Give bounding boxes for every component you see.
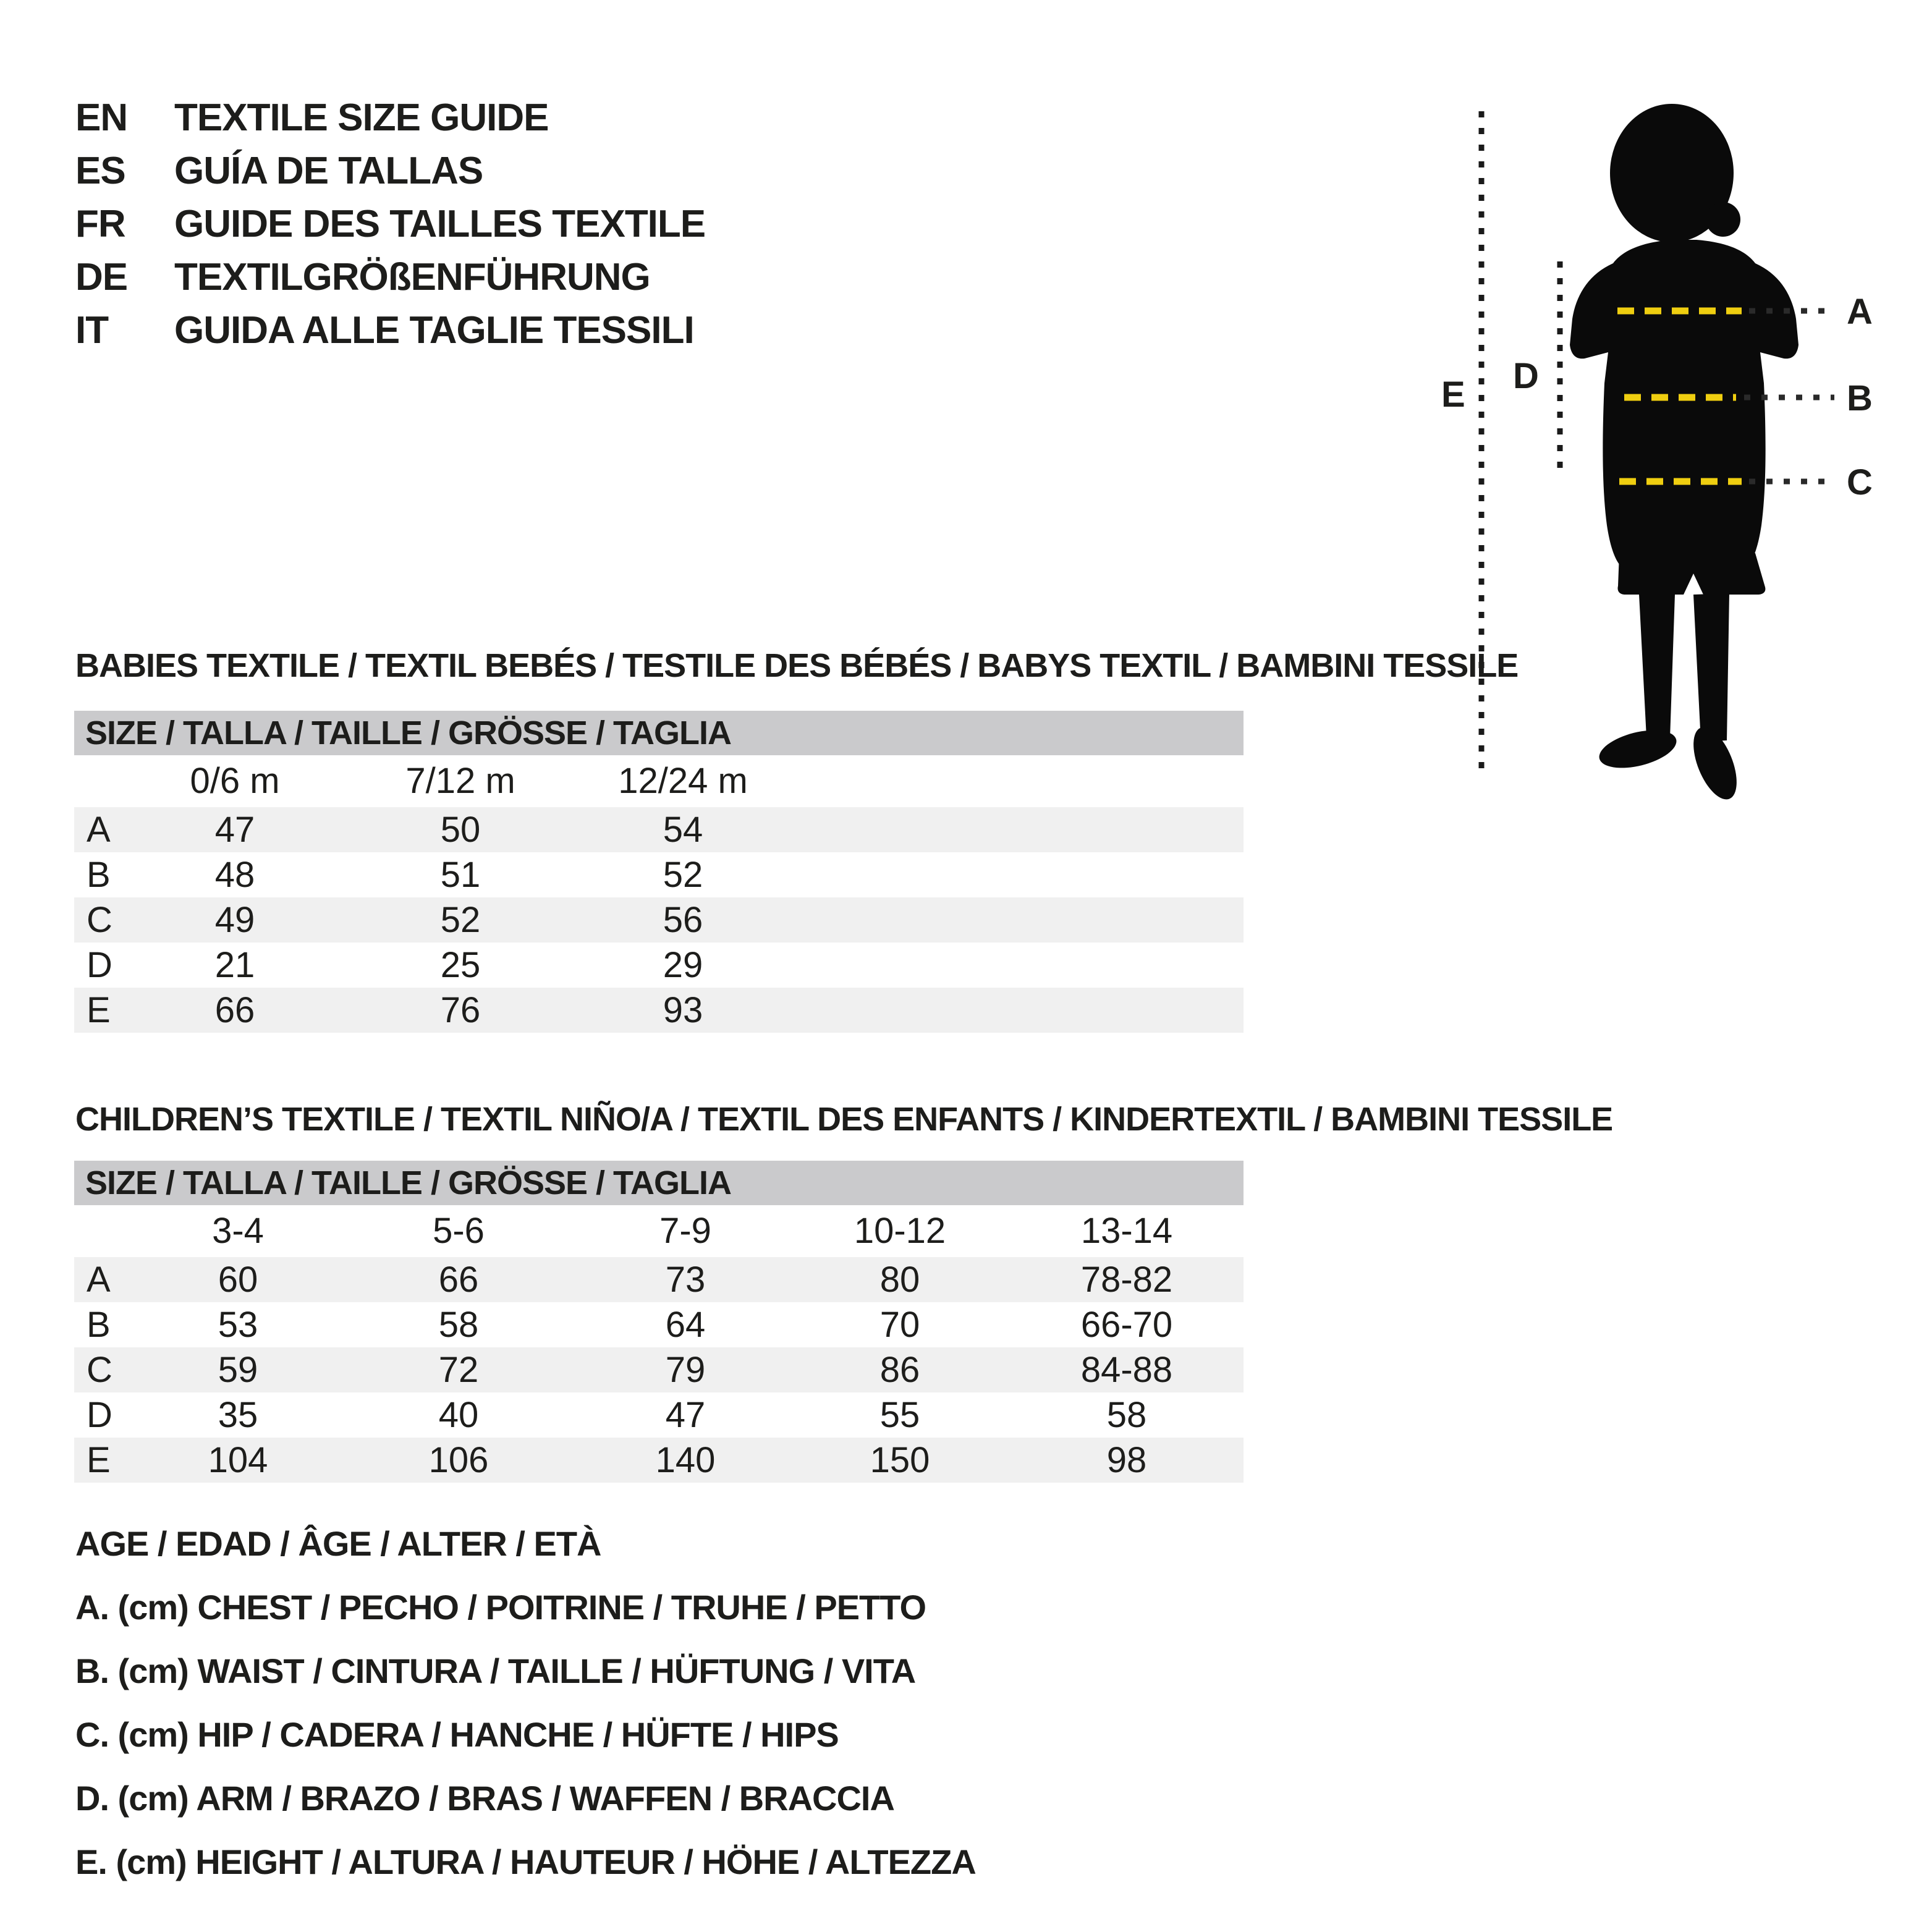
babies-table-header: SIZE / TALLA / TAILLE / GRÖSSE / TAGLIA <box>74 711 1244 755</box>
cell-value: 80 <box>879 1260 920 1300</box>
children-table-header: SIZE / TALLA / TAILLE / GRÖSSE / TAGLIA <box>74 1161 1244 1205</box>
cell-value: 29 <box>663 945 703 985</box>
cell-value: 40 <box>438 1395 479 1435</box>
babies-col-0-6m: 0/6 m <box>190 761 280 801</box>
legend-height: E. (cm) HEIGHT / ALTURA / HAUTEUR / HÖHE / ALTEZZA <box>75 1842 976 1881</box>
cell-value: 21 <box>214 945 255 985</box>
cell-value: 66 <box>438 1260 479 1300</box>
children-col-3-4: 3-4 <box>212 1211 264 1251</box>
lang-title-es: GUÍA DE TALLAS <box>174 150 483 192</box>
babies-section-title: BABIES TEXTILE / TEXTIL BEBÉS / TESTILE DES BÉBÉS / BABYS TEXTIL / BAMBINI TESSILE <box>75 647 1519 684</box>
cell-value: 64 <box>665 1305 706 1345</box>
cell-value: 72 <box>438 1350 479 1390</box>
lang-row-en <box>75 91 705 145</box>
cell-value: 106 <box>428 1440 489 1480</box>
cell-value: 66 <box>214 990 255 1030</box>
cell-value: 52 <box>440 900 481 940</box>
table-row <box>74 988 1244 1033</box>
row-label: D <box>87 1395 112 1435</box>
cell-value: 47 <box>665 1395 706 1435</box>
lang-row-es <box>75 145 705 198</box>
lang-code-fr: FR <box>75 203 125 245</box>
cell-value: 70 <box>879 1305 920 1345</box>
children-col-13-14: 13-14 <box>1080 1211 1173 1251</box>
babies-column-header-row <box>74 755 1244 807</box>
cell-value: 48 <box>214 855 255 895</box>
children-col-10-12: 10-12 <box>854 1211 946 1251</box>
cell-value: 104 <box>208 1440 268 1480</box>
legend-hip: C. (cm) HIP / CADERA / HANCHE / HÜFTE / HIPS <box>75 1715 839 1754</box>
table-row <box>74 897 1244 943</box>
children-corner-cell <box>74 1205 161 1257</box>
cell-value: 47 <box>214 810 255 850</box>
cell-value: 25 <box>440 945 481 985</box>
cell-value: 98 <box>1106 1440 1147 1480</box>
row-label: B <box>87 855 111 895</box>
lang-row-de <box>75 251 705 304</box>
table-row <box>74 852 1244 897</box>
row-label: D <box>87 945 112 985</box>
cell-value: 55 <box>879 1395 920 1435</box>
cell-value: 150 <box>870 1440 930 1480</box>
cell-value: 93 <box>663 990 703 1030</box>
lang-title-de: TEXTILGRÖßENFÜHRUNG <box>174 256 650 299</box>
babies-col-12-24m: 12/24 m <box>618 761 748 801</box>
legend-age: AGE / EDAD / ÂGE / ALTER / ETÀ <box>75 1524 601 1563</box>
cell-value: 50 <box>440 810 481 850</box>
lang-code-es: ES <box>75 150 125 192</box>
legend-arm: D. (cm) ARM / BRAZO / BRAS / WAFFEN / BRACCIA <box>75 1779 894 1818</box>
lang-title-it: GUIDA ALLE TAGLIE TESSILI <box>174 309 694 352</box>
row-label: A <box>87 810 111 850</box>
measure-label-c: C <box>1847 462 1873 502</box>
lang-row-it <box>75 304 705 357</box>
row-label: E <box>87 1440 111 1480</box>
cell-value: 56 <box>663 900 703 940</box>
table-row <box>74 1392 1244 1438</box>
lang-title-en: TEXTILE SIZE GUIDE <box>174 96 549 139</box>
lang-code-en: EN <box>75 96 128 139</box>
cell-value: 86 <box>879 1350 920 1390</box>
cell-value: 66-70 <box>1080 1305 1173 1345</box>
cell-value: 78-82 <box>1080 1260 1173 1300</box>
cell-value: 51 <box>440 855 481 895</box>
cell-value: 58 <box>1106 1395 1147 1435</box>
cell-value: 79 <box>665 1350 706 1390</box>
cell-value: 76 <box>440 990 481 1030</box>
legend-waist: B. (cm) WAIST / CINTURA / TAILLE / HÜFTUNG / VITA <box>75 1651 916 1690</box>
babies-size-table <box>74 711 1244 1033</box>
lang-code-it: IT <box>75 309 109 352</box>
measure-label-b: B <box>1847 378 1873 418</box>
cell-value: 59 <box>218 1350 258 1390</box>
cell-value: 49 <box>214 900 255 940</box>
measure-label-a: A <box>1847 292 1873 332</box>
children-col-5-6: 5-6 <box>433 1211 485 1251</box>
language-title-list <box>75 91 705 357</box>
cell-value: 53 <box>218 1305 258 1345</box>
cell-value: 84-88 <box>1080 1350 1173 1390</box>
lang-code-de: DE <box>75 256 128 299</box>
babies-corner-cell <box>74 755 161 807</box>
measure-label-d: D <box>1513 356 1539 396</box>
row-label: C <box>87 1350 112 1390</box>
children-col-7-9: 7-9 <box>659 1211 711 1251</box>
table-row <box>74 807 1244 852</box>
cell-value: 73 <box>665 1260 706 1300</box>
table-row <box>74 1257 1244 1302</box>
lang-title-fr: GUIDE DES TAILLES TEXTILE <box>174 203 706 245</box>
table-row <box>74 1347 1244 1392</box>
cell-value: 140 <box>655 1440 716 1480</box>
cell-value: 35 <box>218 1395 258 1435</box>
table-row <box>74 1302 1244 1347</box>
child-silhouette-figure <box>1434 93 1932 816</box>
table-row <box>74 943 1244 988</box>
legend-chest: A. (cm) CHEST / PECHO / POITRINE / TRUHE / PETTO <box>75 1588 926 1627</box>
cell-value: 52 <box>663 855 703 895</box>
row-label: B <box>87 1305 111 1345</box>
children-size-table <box>74 1161 1244 1483</box>
cell-value: 60 <box>218 1260 258 1300</box>
row-label: C <box>87 900 112 940</box>
row-label: A <box>87 1260 111 1300</box>
table-row <box>74 1438 1244 1483</box>
cell-value: 58 <box>438 1305 479 1345</box>
children-column-header-row <box>74 1205 1244 1257</box>
child-silhouette <box>1570 104 1799 805</box>
cell-value: 54 <box>663 810 703 850</box>
measurement-legend <box>75 1512 976 1894</box>
lang-row-fr <box>75 198 705 251</box>
babies-col-7-12m: 7/12 m <box>405 761 515 801</box>
children-section-title: CHILDREN’S TEXTILE / TEXTIL NIÑO/A / TEXTIL DES ENFANTS / KINDERTEXTIL / BAMBINI TESSILE <box>75 1101 1613 1138</box>
measure-label-e: E <box>1441 375 1465 415</box>
row-label: E <box>87 990 111 1030</box>
